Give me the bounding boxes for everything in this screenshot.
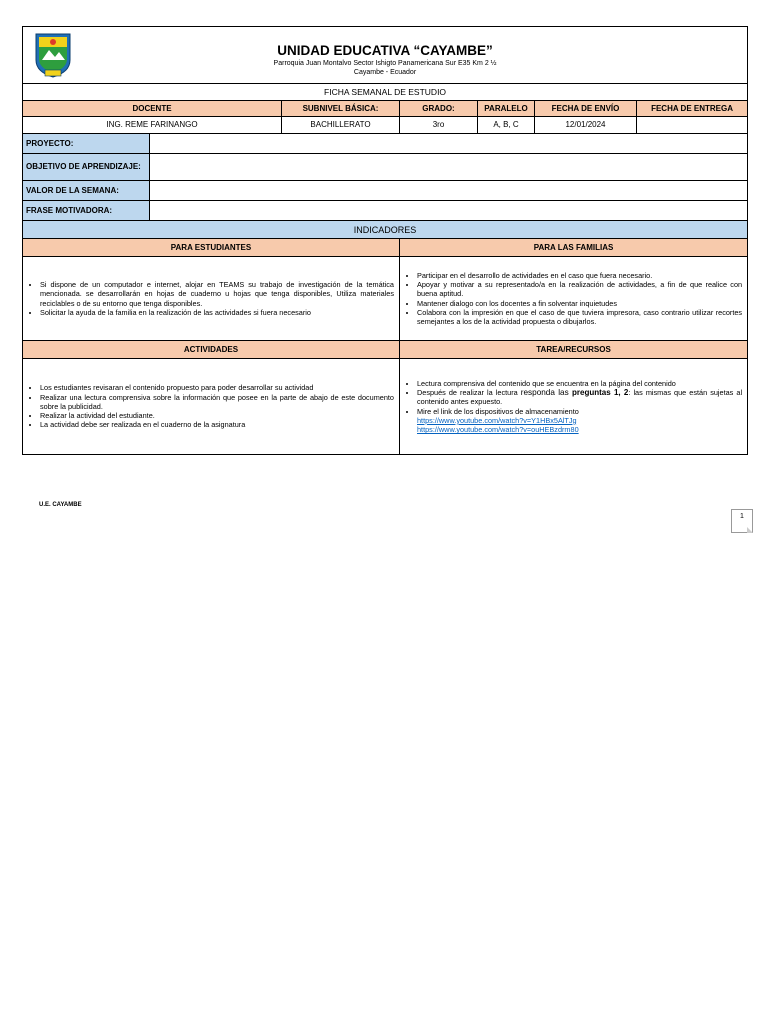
tarea-heading: TAREA/RECURSOS: [400, 341, 748, 359]
docente-value: ING. REME FARINANGO: [23, 117, 282, 134]
actividades-content: [23, 359, 400, 455]
objetivo-value[interactable]: [150, 154, 748, 181]
fecha-entrega-value[interactable]: [637, 117, 748, 134]
study-sheet-table: [22, 26, 748, 455]
list-item: • Lectura comprensiva del contenido que se encuentra en la página del contenido: [417, 379, 742, 388]
frase-label: FRASE MOTIVADORA:: [23, 201, 150, 221]
footer-school: U.E. CAYAMBE: [39, 502, 82, 508]
frase-value[interactable]: [150, 201, 748, 221]
school-crest-icon: [33, 30, 73, 78]
page-fold-icon: [747, 527, 753, 533]
list-item: • Realizar la actividad del estudiante.: [40, 411, 394, 420]
list-item: • Si dispone de un computador e internet, alojar en TEAMS su trabajo de investigación de la temática mencionada. se desarrollarán en hojas de cuaderno u hojas que tenga disponibles, Utiliza materiales reciclables o de su entorno que tenga disponibles.: [40, 280, 394, 308]
list-item: • Participar en el desarrollo de actividades en el caso que fuera necesario.: [417, 271, 742, 280]
list-item: • Después de realizar la lectura responda las preguntas 1, 2: las mismas que están sujetas al contenido antes expuesto.: [417, 388, 742, 407]
objetivo-label: OBJETIVO DE APRENDIZAJE:: [23, 154, 150, 181]
document-header: [23, 27, 748, 84]
actividades-heading: ACTIVIDADES: [23, 341, 400, 359]
col-fecha-entrega: FECHA DE ENTREGA: [637, 101, 748, 117]
list-item: • Apoyar y motivar a su representado/a en la realización de actividades, a fin de que realice con buena aptitud.: [417, 280, 742, 299]
col-subnivel: SUBNIVEL BÁSICA:: [282, 101, 400, 117]
paralelo-value: A, B, C: [478, 117, 535, 134]
list-item: • Mire el link de los dispositivos de almacenamiento https://www.youtube.com/watch?v=Y1HBx5AlTJg https://www.youtube.com/watch?v=ouHEBzdrm80: [417, 407, 742, 435]
school-city: Cayambe - Ecuador: [353, 68, 417, 76]
page-number: 1: [731, 509, 753, 533]
list-item: • La actividad debe ser realizada en el cuaderno de la asignatura: [40, 420, 394, 429]
proyecto-label: PROYECTO:: [23, 134, 150, 154]
fecha-envio-value: 12/01/2024: [535, 117, 637, 134]
list-item: • Realizar una lectura comprensiva sobre la información que posee en la parte de abajo de este documento sobre la publicidad.: [40, 393, 394, 412]
col-fecha-envio: FECHA DE ENVÍO: [535, 101, 637, 117]
para-estudiantes-content: [23, 257, 400, 341]
school-name: UNIDAD EDUCATIVA “CAYAMBE”: [277, 42, 493, 58]
para-familias-content: [400, 257, 748, 341]
col-grado: GRADO:: [400, 101, 478, 117]
school-address: Parroquia Juan Montalvo Sector Ishigto Panamericana Sur E35 Km 2 ½: [273, 59, 497, 67]
indicadores-heading: INDICADORES: [23, 221, 748, 239]
tarea-content: [400, 359, 748, 455]
list-item: • Mantener dialogo con los docentes a fin solventar inquietudes: [417, 299, 742, 308]
col-paralelo: PARALELO: [478, 101, 535, 117]
grado-value: 3ro: [400, 117, 478, 134]
youtube-link-1[interactable]: https://www.youtube.com/watch?v=Y1HBx5AlTJg: [417, 415, 577, 425]
proyecto-value[interactable]: [150, 134, 748, 154]
para-estudiantes-heading: PARA ESTUDIANTES: [23, 239, 400, 257]
list-item: • Los estudiantes revisaran el contenido propuesto para poder desarrollar su actividad: [40, 383, 394, 392]
subnivel-value: BACHILLERATO: [282, 117, 400, 134]
valor-value[interactable]: [150, 181, 748, 201]
col-docente: DOCENTE: [23, 101, 282, 117]
form-title: FICHA SEMANAL DE ESTUDIO: [23, 84, 748, 101]
para-familias-heading: PARA LAS FAMILIAS: [400, 239, 748, 257]
list-item: • Colabora con la impresión en que el caso de que tuviera impresora, caso contrario utilizar recortes semejantes a los de la actividad propuesta o dibujarlos.: [417, 308, 742, 327]
youtube-link-2[interactable]: https://www.youtube.com/watch?v=ouHEBzdrm80: [417, 425, 579, 435]
valor-label: VALOR DE LA SEMANA:: [23, 181, 150, 201]
list-item: • Solicitar la ayuda de la familia en la realización de las actividades si fuera necesario: [40, 308, 394, 317]
